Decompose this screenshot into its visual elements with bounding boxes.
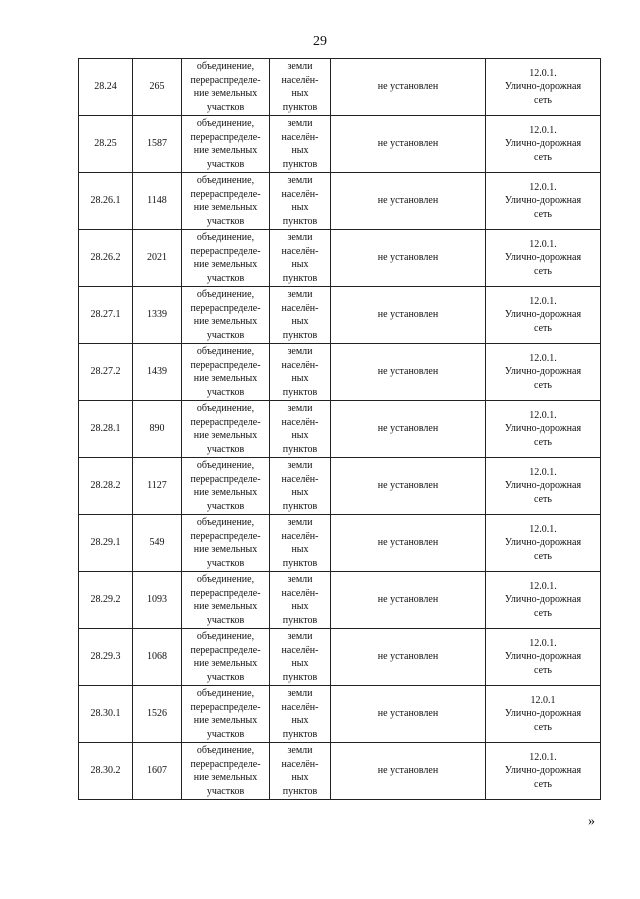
restriction-cell [331, 173, 486, 230]
plot-number-cell [79, 686, 133, 743]
formation-method-cell-text: объединение, перераспределе- ние земельных участков [190, 517, 261, 569]
formation-method-cell-text: объединение, перераспределе- ние земельных участков [190, 403, 261, 455]
area-cell-text: 265 [149, 81, 165, 93]
land-category-cell-text: земли населён- ных пунктов [281, 232, 319, 284]
plot-number-cell-text: 28.30.1 [90, 708, 121, 720]
permitted-use-cell-text: 12.0.1. Улично-дорожная сеть [504, 295, 582, 334]
land-category-cell [270, 401, 331, 458]
permitted-use-cell [486, 401, 601, 458]
plot-number-cell-text: 28.25 [94, 138, 117, 150]
area-cell-text: 2021 [147, 252, 167, 264]
plot-number-cell [79, 401, 133, 458]
restriction-cell [331, 344, 486, 401]
plot-number-cell-text: 28.27.2 [90, 366, 121, 378]
land-category-cell [270, 344, 331, 401]
restriction-cell-text: не установлен [377, 651, 439, 663]
formation-method-cell [182, 515, 270, 572]
permitted-use-cell-text: 12.0.1. Улично-дорожная сеть [504, 181, 582, 220]
land-category-cell [270, 116, 331, 173]
restriction-cell [331, 458, 486, 515]
table-row [79, 287, 601, 344]
area-cell-text: 1148 [147, 195, 167, 207]
formation-method-cell-text: объединение, перераспределе- ние земельных участков [190, 745, 261, 797]
formation-method-cell [182, 401, 270, 458]
plot-number-cell [79, 629, 133, 686]
plot-number-cell [79, 59, 133, 116]
permitted-use-cell [486, 458, 601, 515]
table-row [79, 230, 601, 287]
area-cell [133, 230, 182, 287]
restriction-cell-text: не установлен [377, 138, 439, 150]
restriction-cell-text: не установлен [377, 765, 439, 777]
area-cell-text: 1339 [147, 309, 167, 321]
formation-method-cell-text: объединение, перераспределе- ние земельных участков [190, 232, 261, 284]
plot-number-cell-text: 28.29.1 [90, 537, 121, 549]
formation-method-cell [182, 629, 270, 686]
table-row [79, 458, 601, 515]
plot-number-cell [79, 458, 133, 515]
table-row [79, 344, 601, 401]
permitted-use-cell [486, 287, 601, 344]
area-cell [133, 116, 182, 173]
restriction-cell [331, 629, 486, 686]
land-category-cell-text: земли населён- ных пунктов [281, 175, 319, 227]
plot-number-cell [79, 116, 133, 173]
land-category-cell [270, 743, 331, 800]
formation-method-cell [182, 344, 270, 401]
restriction-cell [331, 116, 486, 173]
permitted-use-cell [486, 59, 601, 116]
area-cell [133, 287, 182, 344]
plot-number-cell [79, 515, 133, 572]
permitted-use-cell-text: 12.0.1. Улично-дорожная сеть [504, 580, 582, 619]
land-category-cell-text: земли населён- ных пунктов [281, 745, 319, 797]
land-category-cell [270, 230, 331, 287]
plot-number-cell-text: 28.28.2 [90, 480, 121, 492]
plot-number-cell-text: 28.28.1 [90, 423, 121, 435]
plot-number-cell-text: 28.29.3 [90, 651, 121, 663]
plot-number-cell-text: 28.26.1 [90, 195, 121, 207]
restriction-cell-text: не установлен [377, 423, 439, 435]
area-cell-text: 1439 [147, 366, 167, 378]
plot-number-cell [79, 572, 133, 629]
restriction-cell [331, 515, 486, 572]
land-category-cell-text: земли населён- ных пунктов [281, 403, 319, 455]
permitted-use-cell [486, 230, 601, 287]
plot-number-cell-text: 28.30.2 [90, 765, 121, 777]
table-row [79, 59, 601, 116]
land-plots-table [78, 58, 601, 800]
formation-method-cell-text: объединение, перераспределе- ние земельных участков [190, 61, 261, 113]
area-cell [133, 344, 182, 401]
land-category-cell [270, 173, 331, 230]
permitted-use-cell-text: 12.0.1. Улично-дорожная сеть [504, 466, 582, 505]
permitted-use-cell-text: 12.0.1. Улично-дорожная сеть [504, 352, 582, 391]
permitted-use-cell [486, 515, 601, 572]
permitted-use-cell-text: 12.0.1. Улично-дорожная сеть [504, 523, 582, 562]
land-category-cell-text: земли населён- ных пунктов [281, 574, 319, 626]
formation-method-cell [182, 743, 270, 800]
land-category-cell-text: земли населён- ных пунктов [281, 517, 319, 569]
formation-method-cell [182, 59, 270, 116]
plot-number-cell [79, 344, 133, 401]
restriction-cell-text: не установлен [377, 366, 439, 378]
formation-method-cell [182, 230, 270, 287]
restriction-cell-text: не установлен [377, 708, 439, 720]
permitted-use-cell-text: 12.0.1. Улично-дорожная сеть [504, 124, 582, 163]
restriction-cell-text: не установлен [377, 537, 439, 549]
restriction-cell [331, 572, 486, 629]
restriction-cell [331, 59, 486, 116]
formation-method-cell-text: объединение, перераспределе- ние земельных участков [190, 118, 261, 170]
formation-method-cell-text: объединение, перераспределе- ние земельных участков [190, 289, 261, 341]
permitted-use-cell [486, 743, 601, 800]
permitted-use-cell [486, 173, 601, 230]
permitted-use-cell-text: 12.0.1. Улично-дорожная сеть [504, 751, 582, 790]
permitted-use-cell-text: 12.0.1 Улично-дорожная сеть [504, 694, 582, 733]
plot-number-cell [79, 743, 133, 800]
formation-method-cell [182, 287, 270, 344]
land-category-cell-text: земли населён- ных пунктов [281, 688, 319, 740]
restriction-cell-text: не установлен [377, 252, 439, 264]
land-category-cell-text: земли населён- ных пунктов [281, 61, 319, 113]
formation-method-cell [182, 572, 270, 629]
area-cell [133, 572, 182, 629]
table-row [79, 515, 601, 572]
restriction-cell-text: не установлен [377, 81, 439, 93]
table-row [79, 629, 601, 686]
restriction-cell [331, 230, 486, 287]
restriction-cell-text: не установлен [377, 195, 439, 207]
restriction-cell-text: не установлен [377, 309, 439, 321]
formation-method-cell [182, 686, 270, 743]
plot-number-cell [79, 173, 133, 230]
area-cell [133, 686, 182, 743]
area-cell [133, 743, 182, 800]
closing-quote-mark: » [588, 814, 595, 829]
area-cell-text: 1068 [147, 651, 167, 663]
permitted-use-cell-text: 12.0.1. Улично-дорожная сеть [504, 67, 582, 106]
area-cell-text: 890 [149, 423, 165, 435]
formation-method-cell-text: объединение, перераспределе- ние земельных участков [190, 574, 261, 626]
land-category-cell-text: земли населён- ных пунктов [281, 460, 319, 512]
permitted-use-cell [486, 572, 601, 629]
area-cell [133, 173, 182, 230]
permitted-use-cell-text: 12.0.1. Улично-дорожная сеть [504, 409, 582, 448]
land-category-cell [270, 629, 331, 686]
area-cell [133, 629, 182, 686]
plot-number-cell [79, 230, 133, 287]
permitted-use-cell [486, 629, 601, 686]
land-category-cell [270, 572, 331, 629]
land-category-cell [270, 287, 331, 344]
table-row [79, 572, 601, 629]
restriction-cell [331, 686, 486, 743]
permitted-use-cell-text: 12.0.1. Улично-дорожная сеть [504, 637, 582, 676]
permitted-use-cell [486, 686, 601, 743]
formation-method-cell-text: объединение, перераспределе- ние земельных участков [190, 346, 261, 398]
land-category-cell [270, 515, 331, 572]
restriction-cell-text: не установлен [377, 594, 439, 606]
plot-number-cell-text: 28.24 [94, 81, 117, 93]
formation-method-cell-text: объединение, перераспределе- ние земельных участков [190, 460, 261, 512]
land-category-cell [270, 686, 331, 743]
table-body [79, 59, 601, 800]
table-row [79, 686, 601, 743]
area-cell-text: 1607 [147, 765, 167, 777]
table-row [79, 743, 601, 800]
formation-method-cell-text: объединение, перераспределе- ние земельных участков [190, 631, 261, 683]
formation-method-cell [182, 458, 270, 515]
restriction-cell-text: не установлен [377, 480, 439, 492]
land-category-cell-text: земли населён- ных пунктов [281, 118, 319, 170]
table-row [79, 116, 601, 173]
table-row [79, 173, 601, 230]
formation-method-cell-text: объединение, перераспределе- ние земельных участков [190, 688, 261, 740]
area-cell-text: 1526 [147, 708, 167, 720]
permitted-use-cell-text: 12.0.1. Улично-дорожная сеть [504, 238, 582, 277]
plot-number-cell [79, 287, 133, 344]
area-cell-text: 1093 [147, 594, 167, 606]
restriction-cell [331, 743, 486, 800]
restriction-cell [331, 401, 486, 458]
land-category-cell-text: земли населён- ных пунктов [281, 289, 319, 341]
land-category-cell-text: земли населён- ных пунктов [281, 631, 319, 683]
land-category-cell-text: земли населён- ных пунктов [281, 346, 319, 398]
area-cell-text: 1127 [147, 480, 167, 492]
area-cell [133, 458, 182, 515]
land-category-cell [270, 458, 331, 515]
area-cell-text: 549 [149, 537, 165, 549]
plot-number-cell-text: 28.26.2 [90, 252, 121, 264]
formation-method-cell [182, 173, 270, 230]
permitted-use-cell [486, 344, 601, 401]
plot-number-cell-text: 28.27.1 [90, 309, 121, 321]
permitted-use-cell [486, 116, 601, 173]
area-cell [133, 59, 182, 116]
area-cell [133, 515, 182, 572]
formation-method-cell [182, 116, 270, 173]
formation-method-cell-text: объединение, перераспределе- ние земельных участков [190, 175, 261, 227]
table-row [79, 401, 601, 458]
land-category-cell [270, 59, 331, 116]
page-number: 29 [313, 34, 327, 49]
area-cell [133, 401, 182, 458]
area-cell-text: 1587 [147, 138, 167, 150]
restriction-cell [331, 287, 486, 344]
plot-number-cell-text: 28.29.2 [90, 594, 121, 606]
